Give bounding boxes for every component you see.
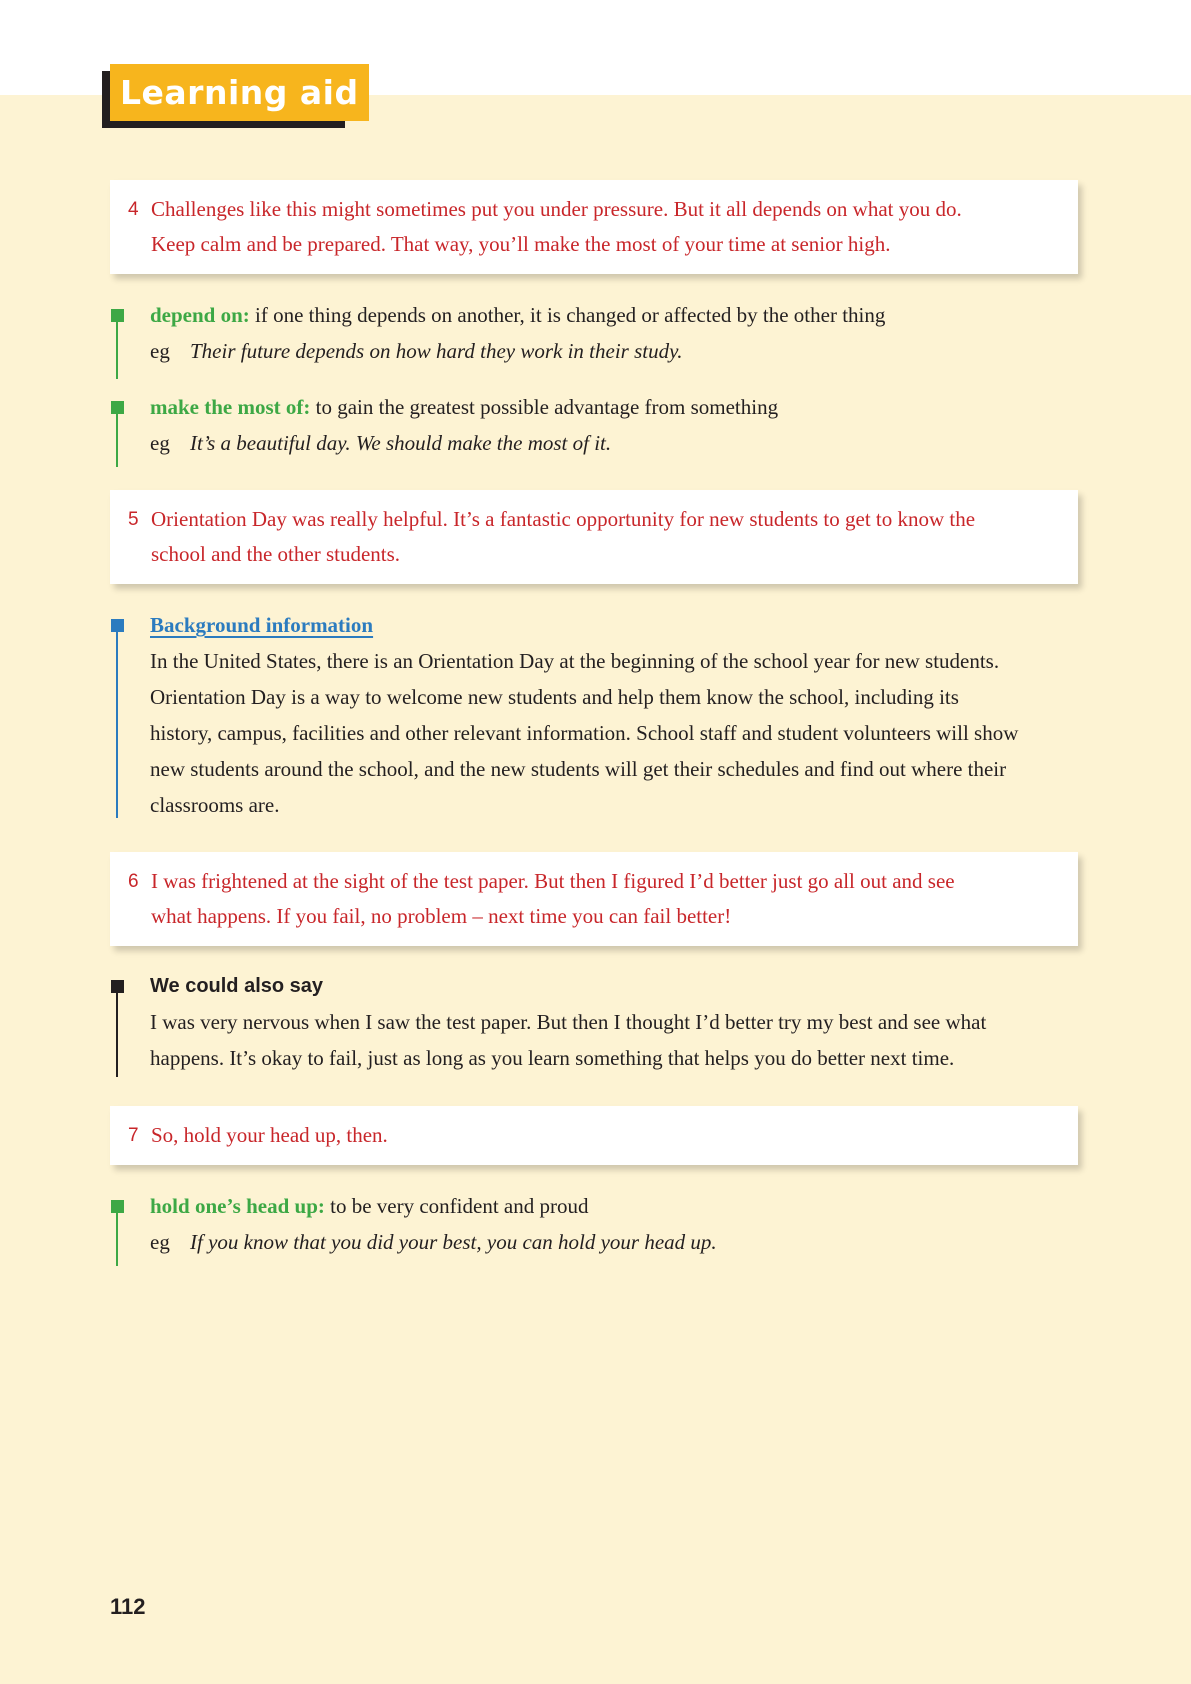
background-information-note bbox=[110, 607, 1080, 823]
vocab-example bbox=[150, 333, 1080, 369]
also-say-title: We could also say bbox=[150, 975, 324, 997]
vocab-definition bbox=[150, 297, 1080, 333]
quote-number: 7 bbox=[128, 1125, 139, 1146]
quote-line: I was frightened at the sight of the test paper. But then I figured I’d better just go all out and see bbox=[151, 869, 955, 893]
quote-box-5 bbox=[110, 490, 1078, 584]
eg-label: eg bbox=[150, 1230, 170, 1254]
background-line: Orientation Day is a way to welcome new students and help them know the school, including its bbox=[150, 685, 959, 709]
quote-number: 6 bbox=[128, 871, 139, 892]
vocab-term: hold one’s head up: bbox=[150, 1194, 325, 1218]
quote-box-7 bbox=[110, 1106, 1078, 1165]
note-bar bbox=[116, 309, 118, 379]
background-line: new students around the school, and the new students will get their schedules and find out where their bbox=[150, 757, 1007, 781]
also-say-line: I was very nervous when I saw the test paper. But then I thought I’d better try my best and see what bbox=[150, 1010, 987, 1034]
quote-line: school and the other students. bbox=[151, 542, 401, 566]
background-line: history, campus, facilities and other relevant information. School staff and student volunteers will show bbox=[150, 721, 1019, 745]
note-bar bbox=[116, 619, 118, 818]
vocab-example bbox=[150, 1224, 1080, 1260]
example-text: It’s a beautiful day. We should make the most of it. bbox=[190, 431, 612, 455]
quote-number: 5 bbox=[128, 509, 139, 530]
also-say-line: happens. It’s okay to fail, just as long as you learn something that helps you do better next time. bbox=[150, 1046, 955, 1070]
quote-box-6 bbox=[110, 852, 1078, 946]
vocab-term: make the most of: bbox=[150, 395, 311, 419]
quote-number: 4 bbox=[128, 199, 139, 220]
quote-line: Orientation Day was really helpful. It’s a fantastic opportunity for new students to get to know the bbox=[151, 507, 976, 531]
background-line: classrooms are. bbox=[150, 793, 280, 817]
vocab-definition-text: if one thing depends on another, it is changed or affected by the other thing bbox=[249, 303, 886, 327]
vocab-definition-text: to gain the greatest possible advantage from something bbox=[310, 395, 779, 419]
quote-line: So, hold your head up, then. bbox=[151, 1123, 388, 1147]
note-bar bbox=[116, 1200, 118, 1266]
vocab-note-depend-on bbox=[110, 297, 1080, 369]
example-text: Their future depends on how hard they work in their study. bbox=[190, 339, 683, 363]
background-title: Background information bbox=[150, 613, 374, 637]
note-bar bbox=[116, 401, 118, 467]
note-bar bbox=[116, 980, 118, 1077]
quote-box-4 bbox=[110, 180, 1078, 274]
eg-label: eg bbox=[150, 339, 170, 363]
we-could-also-say-note bbox=[110, 968, 1080, 1076]
eg-label: eg bbox=[150, 431, 170, 455]
vocab-definition-text: to be very confident and proud bbox=[324, 1194, 589, 1218]
vocab-definition bbox=[150, 1188, 1080, 1224]
background-line: In the United States, there is an Orientation Day at the beginning of the school year for new students. bbox=[150, 649, 1000, 673]
quote-line: Challenges like this might sometimes put you under pressure. But it all depends on what you do. bbox=[151, 197, 962, 221]
vocab-note-make-the-most-of bbox=[110, 389, 1080, 461]
quote-line: what happens. If you fail, no problem – next time you can fail better! bbox=[151, 904, 732, 928]
section-title: Learning aid bbox=[110, 64, 369, 121]
vocab-note-hold-head-up bbox=[110, 1188, 1080, 1260]
example-text: If you know that you did your best, you can hold your head up. bbox=[190, 1230, 717, 1254]
quote-line: Keep calm and be prepared. That way, you’ll make the most of your time at senior high. bbox=[151, 232, 891, 256]
vocab-example bbox=[150, 425, 1080, 461]
vocab-term: depend on: bbox=[150, 303, 250, 327]
page-number: 112 bbox=[110, 1594, 146, 1619]
vocab-definition bbox=[150, 389, 1080, 425]
